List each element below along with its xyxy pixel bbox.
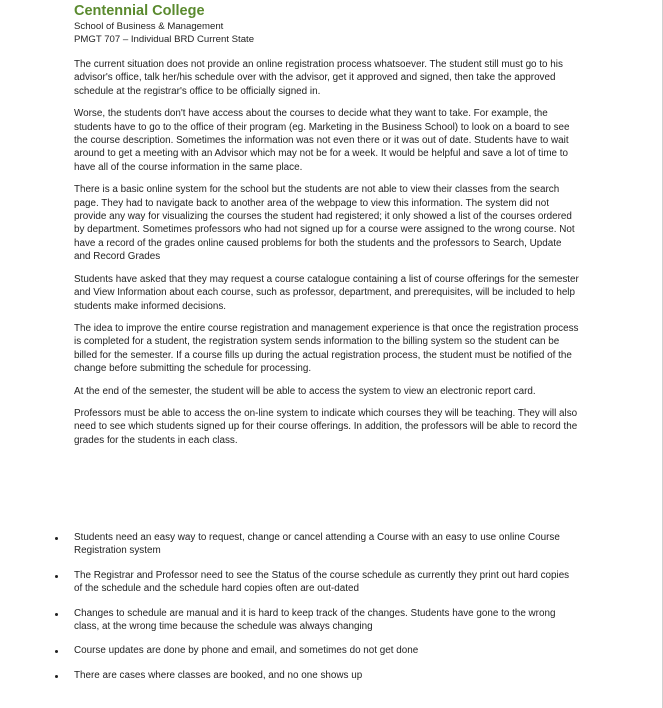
bullet-icon [55, 675, 58, 678]
paragraph: At the end of the semester, the student will be able to access the system to view an electronic report card. [74, 385, 536, 397]
bullet-icon [55, 537, 58, 540]
paragraph: Students have asked that they may request a course catalogue containing a list of course offerings for the semester and View Information about each course, such as professor, department, and prerequisites, will be included to help students make informed decisions. [74, 273, 579, 312]
list-item [48, 607, 580, 634]
list-item-text: Students need an easy way to request, change or cancel attending a Course with an easy to use online Course Registration system [74, 532, 560, 557]
list-item [48, 669, 580, 682]
list-item [48, 531, 580, 558]
bullet-icon [55, 650, 58, 653]
list-item [48, 644, 580, 657]
college-name: Centennial College [74, 3, 205, 19]
paragraph: The current situation does not provide an online registration process whatsoever. The student still must go to his advisor's office, talk her/his schedule over with the advisor, get it approved and signed, then take the approved schedule at the registrar's office to be officially signed in. [74, 59, 563, 97]
paragraph: The idea to improve the entire course registration and management experience is that once the registration process is completed for a student, the registration system sends information to the billing system so the student can be billed for the semester. If a course fills up during the actual registration process, the student must be notified of the change before submitting the schedule for processing. [74, 322, 579, 375]
bullet-icon [55, 613, 58, 616]
paragraph: There is a basic online system for the school but the students are not able to view their classes from the search page. They had to navigate back to another area of the webpage to view this information. The system did not provide any way for visualizing the courses the student had registered; it only showed a list of the courses ordered by department. Sometimes professors who had not signed up for a course were assigned to the wrong course. Not have a record of the grades online caused problems for both the students and the professors to Search, Update and Record Grades [74, 184, 575, 263]
bullet-list [48, 531, 580, 693]
list-item-text: Course updates are done by phone and email, and sometimes do not get done [74, 645, 419, 657]
list-item-text: The Registrar and Professor need to see the Status of the course schedule as currently they print out hard copies of the schedule and the schedule hard copies often are out-dated [74, 569, 570, 595]
course-title: PMGT 707 – Individual BRD Current State [74, 34, 255, 45]
list-item-text: Changes to schedule are manual and it is hard to keep track of the changes. Students have gone to the wrong class, at the wrong time because the schedule was always changing [74, 607, 556, 633]
paragraph: Professors must be able to access the on-line system to indicate which courses they will be teaching. They will also need to see which students signed up for their course offerings. In addition, the professors will be able to record the grades for the students in each class. [74, 407, 578, 446]
document-body [74, 58, 580, 456]
list-item [48, 569, 580, 596]
list-item-text: There are cases where classes are booked, and no one shows up [74, 669, 363, 681]
bullet-icon [55, 575, 58, 578]
school-name: School of Business & Management [74, 21, 224, 32]
document-header [74, 2, 254, 46]
paragraph: Worse, the students don't have access about the courses to decide what they want to take. For example, the students have to go to the office of their program (eg. Marketing in the Business School) to look on a board to see the course description. Sometimes the information was not even there or it was out of date. Students have to wait around to get a meeting with an Advisor which may not be for a week. It would be helpful and save a lot of time to have all of the course information in the same place. [74, 108, 570, 173]
